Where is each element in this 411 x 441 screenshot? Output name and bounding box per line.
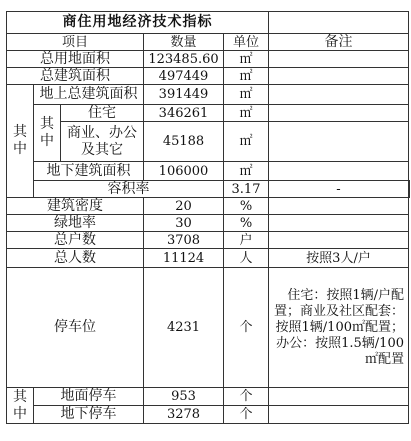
note-population: 按照3人/户 [269,249,409,268]
note-far [409,181,410,198]
label-commercial: 商业、办公及其它 [61,122,144,162]
row-total-land [7,51,410,68]
row-commercial [7,122,410,162]
value-households: 3708 [144,232,224,249]
value-above-ground: 391449 [144,85,224,105]
label-population: 总人数 [7,249,144,268]
unit-underground: ㎡ [224,162,269,181]
value-far: 3.17 [224,181,269,198]
among-outer-text: 其中 [13,124,27,157]
note-above-ground [269,85,409,105]
header-qty: 数量 [144,34,224,51]
unit-ground-parking: 个 [224,388,269,406]
note-underground [269,162,409,181]
header-unit: 单位 [224,34,269,51]
row-above-ground [7,85,410,105]
label-greening: 绿地率 [7,215,144,232]
value-ground-parking: 953 [144,388,224,406]
unit-above-ground: ㎡ [224,85,269,105]
table-title: 商住用地经济技术指标 [7,12,269,34]
unit-residential: ㎡ [224,105,269,122]
value-total-land: 123485.60 [144,51,224,68]
note-commercial [269,122,409,162]
label-total-land: 总用地面积 [7,51,144,68]
label-among-inner [34,105,61,162]
row-underground [7,162,410,181]
note-total-building [269,68,409,85]
note-residential [269,105,409,122]
unit-density: % [224,198,269,215]
label-density: 建筑密度 [7,198,144,215]
economic-indicator-table [6,11,410,424]
note-underground-parking [269,406,409,424]
value-greening: 30 [144,215,224,232]
unit-underground-parking: 个 [224,406,269,424]
note-greening [269,215,409,232]
row-underground-parking [7,406,410,424]
value-density: 20 [144,198,224,215]
unit-total-building: ㎡ [224,68,269,85]
unit-far: - [269,181,409,198]
label-ground-parking: 地面停车 [34,388,144,406]
unit-total-land: ㎡ [224,51,269,68]
row-households [7,232,410,249]
value-underground-parking: 3278 [144,406,224,424]
label-parking: 停车位 [7,268,144,388]
value-total-building: 497449 [144,68,224,85]
header-note: 备注 [269,34,409,51]
note-density [269,198,409,215]
row-population [7,249,410,268]
label-residential: 住宅 [61,105,144,122]
label-far: 容积率 [34,181,224,198]
row-ground-parking [7,388,410,406]
note-households [269,232,409,249]
row-residential [7,105,410,122]
title-row [7,12,410,34]
header-row [7,34,410,51]
label-among-outer [7,85,34,198]
row-total-building [7,68,410,85]
among-inner-text: 其中 [40,116,54,149]
unit-commercial: ㎡ [224,122,269,162]
label-underground-parking: 地下停车 [34,406,144,424]
value-population: 11124 [144,249,224,268]
value-residential: 346261 [144,105,224,122]
label-households: 总户数 [7,232,144,249]
note-ground-parking [269,388,409,406]
label-underground: 地下建筑面积 [34,162,144,181]
value-parking: 4231 [144,268,224,388]
indicator-table-container [6,11,410,424]
label-among-parking [7,388,34,424]
row-greening [7,215,410,232]
among-parking-text: 其中 [13,388,27,422]
title-empty-cell [269,12,409,34]
label-total-building: 总建筑面积 [7,68,144,85]
value-underground: 106000 [144,162,224,181]
note-total-land [269,51,409,68]
row-density [7,198,410,215]
unit-population: 人 [224,249,269,268]
row-far [7,181,410,198]
unit-greening: % [224,215,269,232]
row-parking [7,268,410,388]
value-commercial: 45188 [144,122,224,162]
header-item: 项目 [7,34,144,51]
note-parking: 住宅：按照1辆/户配置；商业及社区配套：按照1辆/100㎡配置；办公：按照1.5辆/100㎡配置 [269,268,409,388]
unit-households: 户 [224,232,269,249]
unit-parking: 个 [224,268,269,388]
label-above-ground: 地上总建筑面积 [34,85,144,105]
